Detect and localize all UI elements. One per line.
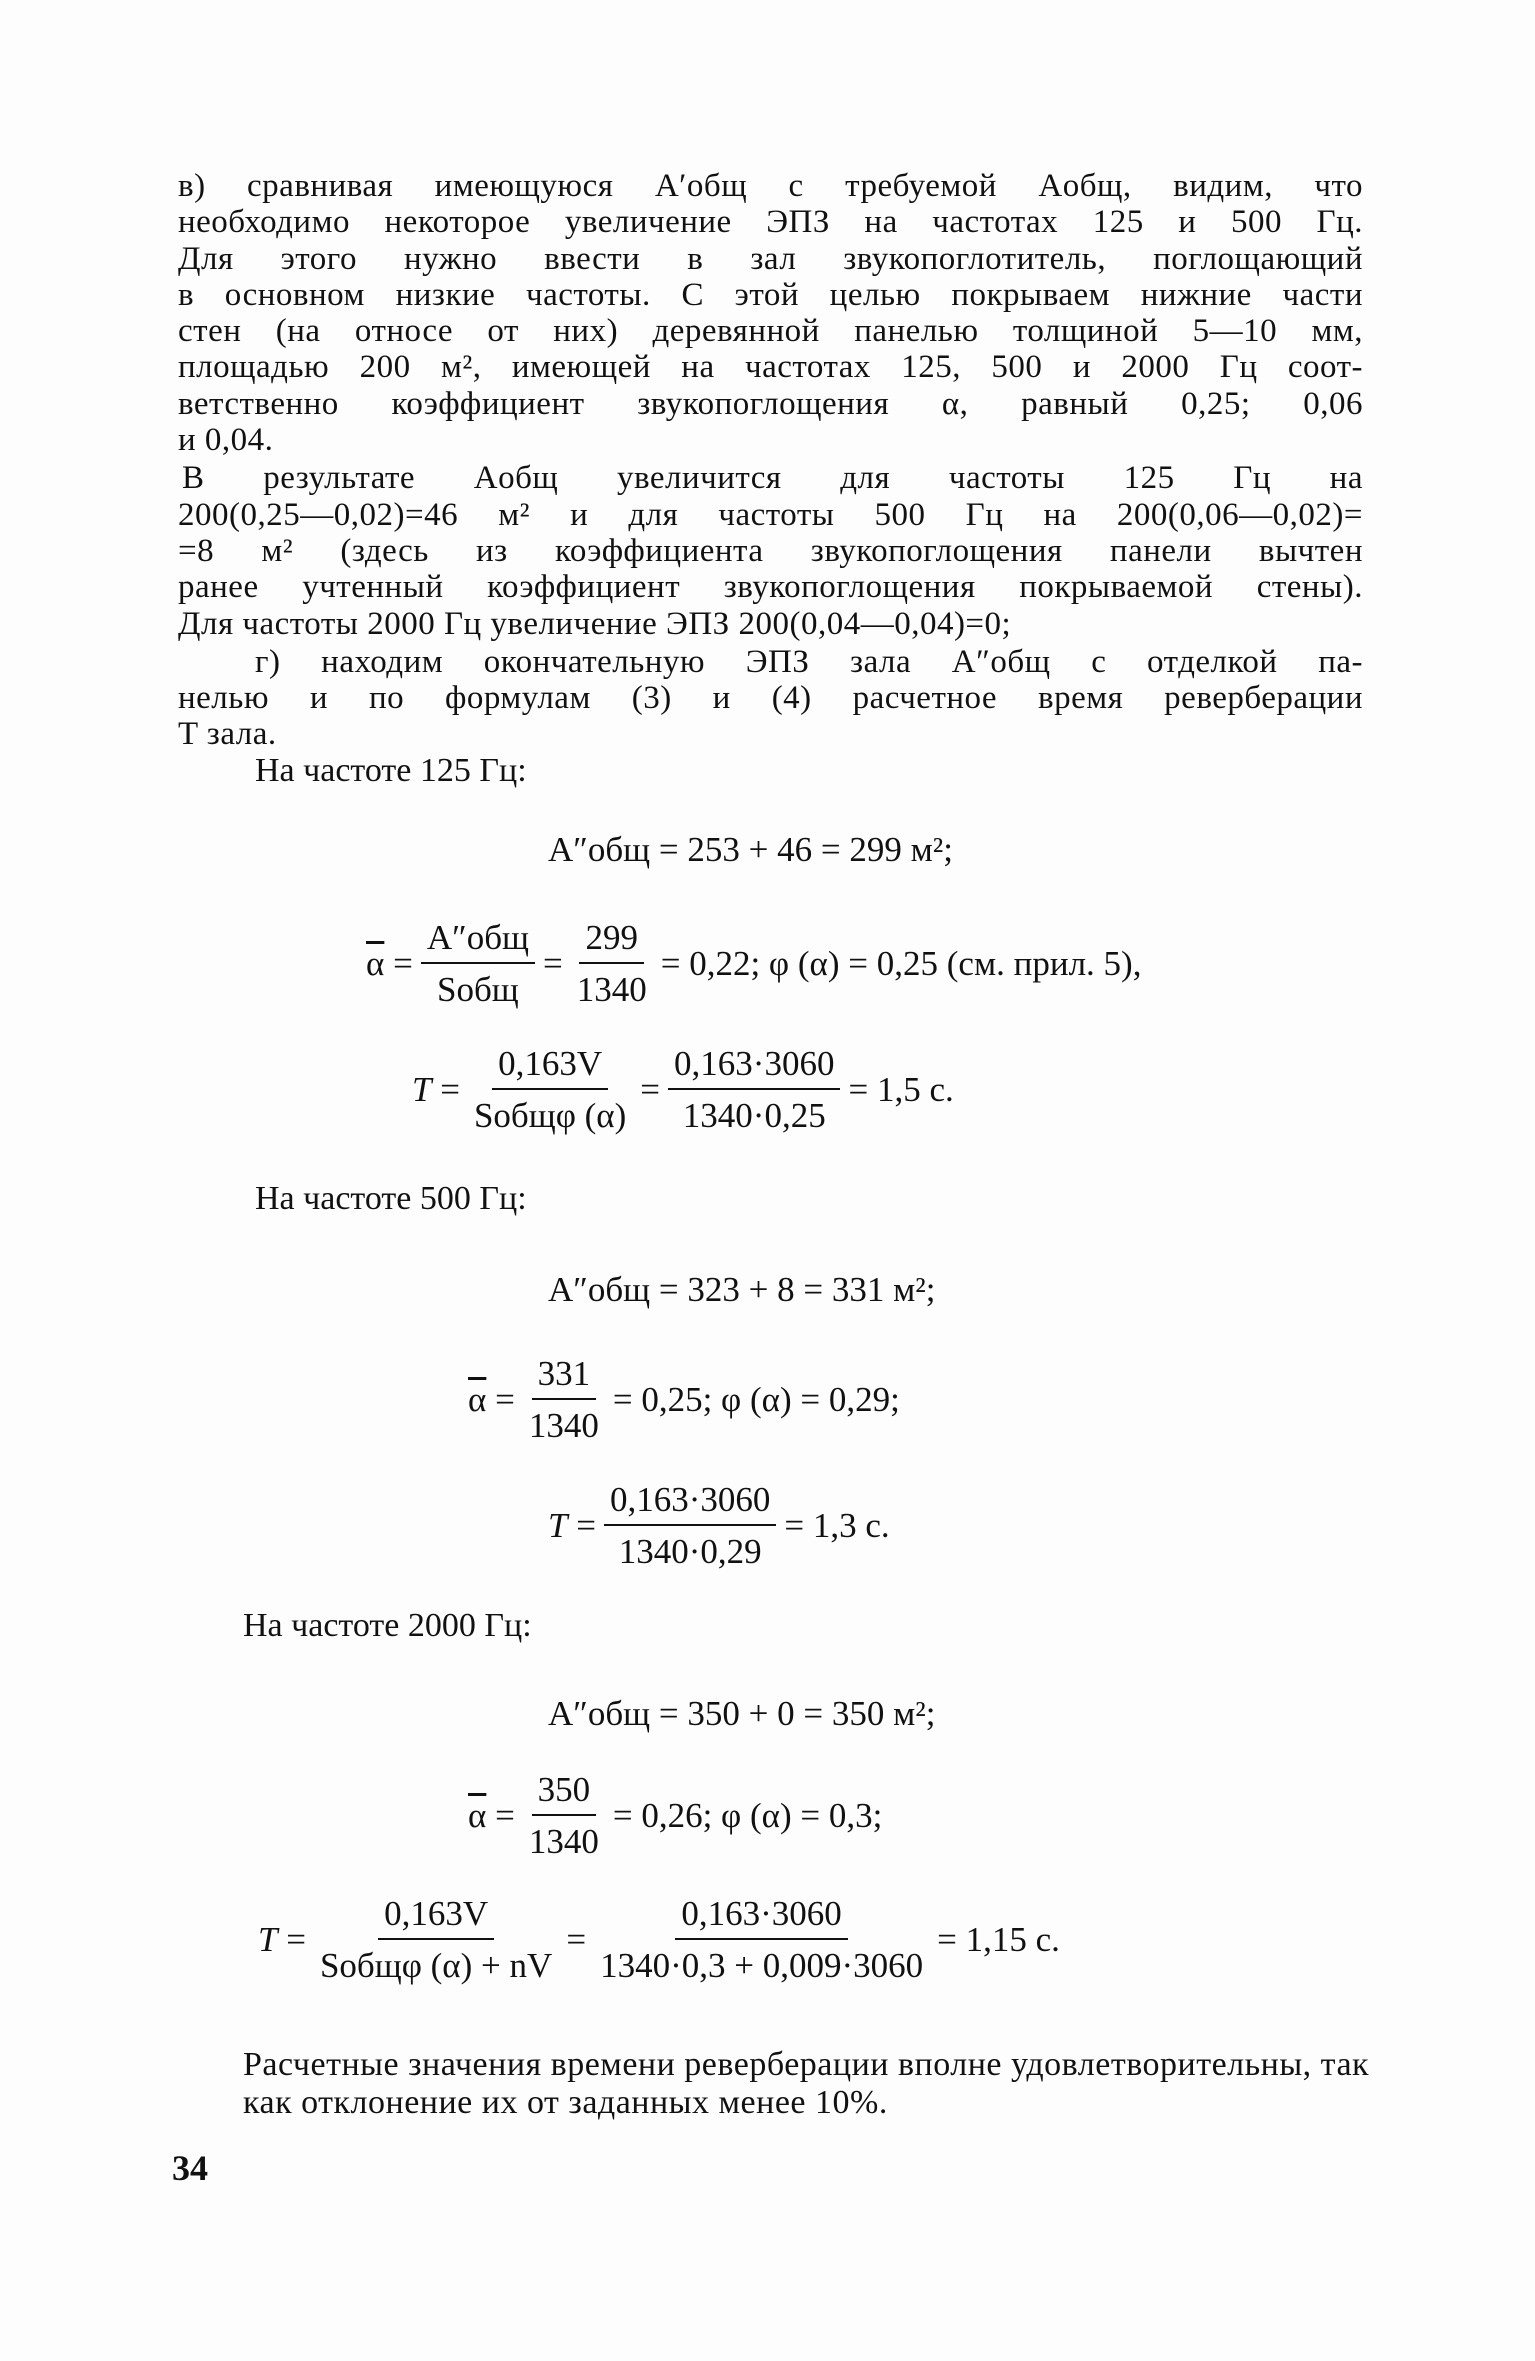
equation-tail: = 1,3 с. bbox=[784, 1506, 890, 1545]
paragraph-v bbox=[178, 168, 1363, 458]
equation-t-500: T = $\frac{0,163\cdot 3060}{1340\cdot 0,29}$ = 1,3 с. bbox=[548, 1480, 890, 1571]
equation-tail: = 1,5 с. bbox=[848, 1070, 954, 1109]
text-line: 200(0,25—0,02)=46 м² и для частоты 500 Гц на 200(0,06—0,02)= bbox=[178, 496, 1363, 533]
text-line: T зала. bbox=[178, 716, 277, 753]
equation-tail: = 1,15 с. bbox=[937, 1920, 1060, 1959]
equation-tail: = 0,22; φ (α) = 0,25 (см. прил. 5), bbox=[660, 944, 1142, 983]
fraction-numerator: 0,163·3060 bbox=[675, 1894, 847, 1940]
text-line: площадью 200 м², имеющей на частотах 125, 500 и 2000 Гц соот- bbox=[178, 349, 1363, 386]
fraction bbox=[594, 1894, 929, 1986]
fraction-denominator: 1340 bbox=[576, 970, 647, 1009]
equation-t-2000: T = $\frac{0,163V}{\text{Sобщφ (α) + nV}}$ = $\frac{0,163\cdot 3060}{1340\cdot 0,3 + 0,009\cdot 3060}$ = 1,15 с. bbox=[258, 1894, 1060, 1985]
fraction-denominator: Sобщ bbox=[437, 970, 519, 1009]
fraction-denominator: 1340·0,29 bbox=[618, 1532, 762, 1571]
text-line: и 0,04. bbox=[178, 422, 274, 459]
fraction bbox=[421, 918, 535, 1010]
fraction-denominator: 1340 bbox=[528, 1822, 599, 1861]
fraction bbox=[468, 1044, 632, 1136]
equation-a-125: A″общ = 253 + 46 = 299 м²; bbox=[548, 830, 953, 869]
text-line: стен (на относе от них) деревянной панелью толщиной 5—10 мм, bbox=[178, 313, 1363, 350]
fraction bbox=[571, 918, 653, 1010]
text-line: В результате Aобщ увеличится для частоты 125 Гц на bbox=[182, 460, 1363, 497]
fraction-numerator: 0,163·3060 bbox=[604, 1480, 776, 1526]
text-line: необходимо некоторое увеличение ЭПЗ на частотах 125 и 500 Гц. bbox=[178, 204, 1363, 241]
text-line: нелью и по формулам (3) и (4) расчетное время реверберации bbox=[178, 680, 1363, 717]
text-line: Для частоты 2000 Гц увеличение ЭПЗ 200(0,04—0,04)=0; bbox=[178, 605, 1012, 642]
text-line: Для этого нужно ввести в зал звукопоглотитель, поглощающий bbox=[178, 240, 1363, 277]
fraction bbox=[668, 1044, 840, 1136]
text-line: ветственно коэффициент звукопоглощения α, равный 0,25; 0,06 bbox=[178, 385, 1363, 422]
equation-tail: = 0,25; φ (α) = 0,29; bbox=[612, 1380, 900, 1419]
fraction-denominator: 1340·0,25 bbox=[682, 1096, 826, 1135]
body-text bbox=[178, 168, 1363, 753]
fraction-denominator: Sобщφ (α) bbox=[473, 1096, 627, 1135]
fraction bbox=[604, 1480, 776, 1572]
page-number: 34 bbox=[172, 2148, 208, 2188]
text-line: в основном низкие частоты. С этой целью покрываем нижние части bbox=[178, 276, 1363, 313]
paragraph-result bbox=[178, 460, 1363, 641]
fraction-denominator: Sобщφ (α) + nV bbox=[319, 1946, 553, 1985]
fraction-numerator: A″общ bbox=[421, 918, 535, 964]
text-line: в) сравнивая имеющуюся A′общ с требуемой Aобщ, видим, что bbox=[178, 168, 1363, 204]
text-line: г) находим окончательную ЭПЗ зала A″общ с отделкой па- bbox=[255, 643, 1363, 680]
fraction-denominator: 1340·0,3 + 0,009·3060 bbox=[600, 1946, 924, 1985]
equation-alpha-2000: $\overline{\alpha}$ = $\frac{350}{1340}$ = 0,26; φ (α) = 0,3; bbox=[468, 1770, 883, 1861]
fraction-numerator: 0,163V bbox=[492, 1044, 608, 1090]
fraction bbox=[523, 1770, 605, 1862]
paragraph-g bbox=[178, 644, 1363, 753]
text-line: ранее учтенный коэффициент звукопоглощения покрываемой стены). bbox=[178, 569, 1363, 606]
fraction-numerator: 350 bbox=[532, 1770, 597, 1816]
equation-a-500: A″общ = 323 + 8 = 331 м²; bbox=[548, 1270, 936, 1309]
equation-t-125: T = $\frac{0,163V}{\text{Sобщφ (α)}}$ = $\frac{0,163\cdot 3060}{1340\cdot 0,25}$ = 1,5 с. bbox=[412, 1044, 954, 1135]
fraction-numerator: 331 bbox=[532, 1354, 597, 1400]
fraction-numerator: 0,163·3060 bbox=[668, 1044, 840, 1090]
fraction-numerator: 0,163V bbox=[378, 1894, 494, 1940]
equation-a-2000: A″общ = 350 + 0 = 350 м²; bbox=[548, 1694, 936, 1733]
fraction bbox=[314, 1894, 558, 1986]
fraction bbox=[523, 1354, 605, 1446]
fraction-numerator: 299 bbox=[579, 918, 644, 964]
section-label-500: На частоте 500 Гц: bbox=[255, 1180, 527, 1217]
text-line: =8 м² (здесь из коэффициента звукопоглощения панели вычтен bbox=[178, 532, 1363, 569]
equation-alpha-125: $\overline{\alpha}$ = $\frac{\text{A″общ}}{\text{Sобщ}}$ = $\frac{299}{1340}$ = 0,22; φ (α) = 0,25 (см. прил. 5), bbox=[366, 918, 1142, 1009]
fraction-denominator: 1340 bbox=[528, 1406, 599, 1445]
conclusion-text: Расчетные значения времени реверберации вполне удовлетворительны, так как отклонение их от заданных менее 10%. bbox=[243, 2046, 1370, 2121]
equation-tail: = 0,26; φ (α) = 0,3; bbox=[612, 1796, 883, 1835]
section-label-125: На частоте 125 Гц: bbox=[255, 752, 527, 789]
section-label-2000: На частоте 2000 Гц: bbox=[243, 1607, 532, 1644]
equation-alpha-500: $\overline{\alpha}$ = $\frac{331}{1340}$ = 0,25; φ (α) = 0,29; bbox=[468, 1354, 900, 1445]
